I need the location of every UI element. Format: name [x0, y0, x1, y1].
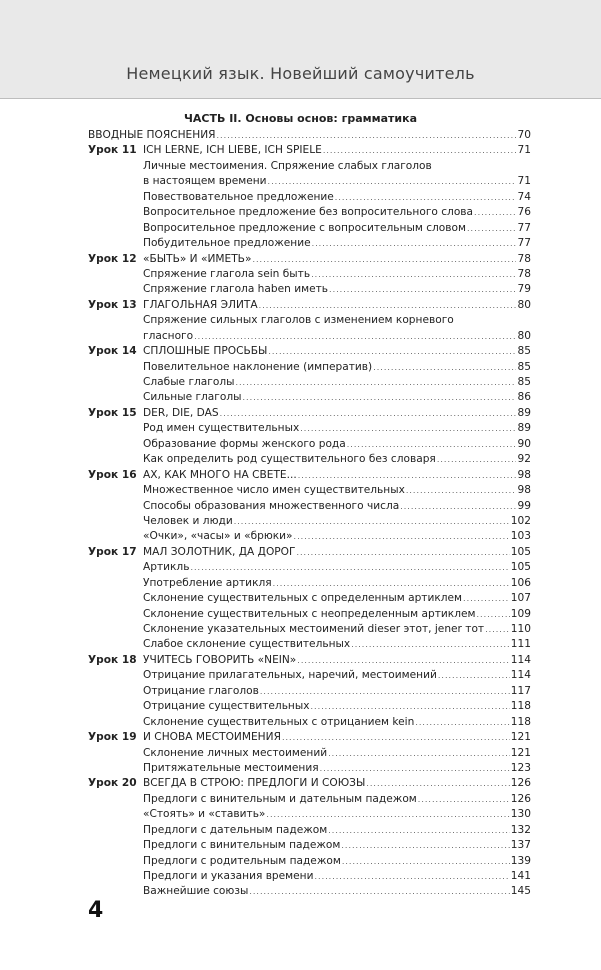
toc-page-number: 132 [510, 823, 531, 836]
toc-entry-title: Человек и люди [143, 514, 233, 527]
toc-row [88, 668, 531, 683]
toc-page-number: 118 [510, 700, 531, 713]
toc-page-number: 98 [517, 484, 531, 497]
toc-row [88, 653, 531, 668]
toc-row [88, 637, 531, 652]
dot-leader [476, 607, 509, 622]
toc-row [88, 329, 531, 344]
lesson-label: Урок 14 [88, 345, 137, 358]
toc-entry-title: «Стоять» и «ставить» [143, 808, 266, 821]
toc-entry-title: АХ, КАК МНОГО НА СВЕТЕ... [143, 468, 297, 481]
toc-page-number: 70 [517, 129, 531, 141]
toc-page-number: 106 [510, 576, 531, 589]
dot-leader [347, 437, 516, 452]
toc-entry-title: Слабые глаголы [143, 376, 235, 388]
dot-leader [315, 869, 510, 884]
toc-page-number: 139 [510, 854, 531, 867]
toc-entry-title: Предлоги и указания времени [143, 870, 314, 882]
toc-entry-title: Способы образования множественного числа [143, 499, 400, 512]
dot-leader [335, 190, 516, 205]
toc-page-number: 102 [510, 514, 531, 527]
toc-row [88, 174, 531, 189]
toc-entry-title: ВСЕГДА В СТРОЮ: ПРЕДЛОГИ И СОЮЗЫ [143, 777, 366, 790]
toc-row [88, 282, 531, 297]
toc-row [88, 776, 531, 791]
toc-page-number: 89 [517, 422, 531, 435]
toc-entry-title: Склонение личных местоимений [143, 746, 328, 759]
dot-leader [259, 298, 516, 313]
toc-row [88, 792, 531, 807]
toc-entry-title: Спряжение глагола sein быть [143, 267, 311, 280]
toc-entry-title: Важнейшие союзы [143, 885, 249, 898]
toc-row [88, 576, 531, 591]
toc-page-number: 77 [517, 221, 531, 234]
toc-row [88, 854, 531, 869]
toc-page-number: 123 [510, 761, 531, 774]
dot-leader [467, 221, 516, 236]
dot-leader [418, 792, 510, 807]
toc-entry-title: И СНОВА МЕСТОИМЕНИЯ [143, 731, 281, 744]
toc-entry-title: ГЛАГОЛЬНАЯ ЭЛИТА [143, 298, 258, 311]
book-title: Немецкий язык. Новейший самоучитель [126, 64, 475, 83]
toc-entry-title: в настоящем времени [143, 175, 267, 188]
toc-entry-title: Отрицание глаголов [143, 684, 259, 697]
page-number: 4 [88, 898, 104, 923]
toc-entry-title: Склонение указательных местоимений dieser этот, jener тот [143, 623, 485, 635]
toc-row [88, 421, 531, 436]
toc-page-number: 90 [517, 437, 531, 450]
toc-row [88, 159, 531, 174]
dot-leader [323, 143, 516, 158]
toc-row [88, 360, 531, 375]
toc-entry-title: УЧИТЕСЬ ГОВОРИТЬ «NEIN» [143, 653, 297, 666]
toc-row [88, 267, 531, 282]
dot-leader [373, 360, 516, 375]
toc-entry-title: Спряжение сильных глаголов с изменением корневого [143, 314, 454, 327]
dot-leader [260, 684, 510, 699]
toc-row [88, 390, 531, 405]
dot-leader [234, 514, 510, 529]
toc-page-number: 118 [510, 715, 531, 728]
toc-row [88, 699, 531, 714]
toc-page-number: 105 [510, 545, 531, 558]
dot-leader [268, 174, 516, 189]
dot-leader [311, 699, 510, 714]
toc-page-number: 98 [517, 468, 531, 481]
toc-row [88, 375, 531, 390]
dot-leader [296, 545, 509, 560]
toc-entry-title: Личные местоимения. Спряжение слабых глаголов [143, 159, 432, 172]
toc-entry-title: «БЫТЬ» И «ИМЕТЬ» [143, 252, 252, 265]
toc-page-number: 126 [510, 792, 531, 805]
dot-leader [268, 344, 516, 359]
running-header [0, 0, 601, 99]
toc-page-number: 89 [517, 406, 531, 419]
dot-leader [406, 483, 516, 498]
toc-page-number: 117 [510, 684, 531, 697]
toc-entry-title: Вопросительное предложение с вопросительным словом [143, 221, 466, 234]
dot-leader [400, 499, 516, 514]
toc-entry-title: «Очки», «часы» и «брюки» [143, 530, 293, 543]
toc-entry-title: Склонение существительных с отрицанием kein [143, 715, 415, 728]
toc-row [88, 684, 531, 699]
toc-entry-title: Множественное число имен существительных [143, 484, 405, 497]
lesson-label: Урок 15 [88, 406, 137, 419]
dot-leader [252, 252, 516, 267]
toc-page-number: 85 [517, 345, 531, 358]
dot-leader [297, 653, 509, 668]
lesson-label: Урок 11 [88, 144, 137, 157]
toc-page-number: 107 [510, 592, 531, 605]
lesson-label: Урок 16 [88, 468, 137, 481]
toc-row [88, 807, 531, 822]
toc-page-number: 78 [517, 252, 531, 265]
toc-row [88, 406, 531, 421]
toc-entry-title: Побудительное предложение [143, 237, 311, 250]
toc-page-number: 71 [517, 175, 531, 188]
dot-leader [298, 468, 516, 483]
toc-entry-title: Сильные глаголы [143, 391, 242, 404]
toc-entry-title: Род имен существительных [143, 422, 300, 435]
toc-entry-title: Артикль [143, 561, 190, 574]
toc-page-number: 105 [510, 561, 531, 574]
toc-entry-title: Спряжение глагола haben иметь [143, 283, 329, 296]
dot-leader [294, 529, 510, 544]
toc-row [88, 252, 531, 267]
toc-row [88, 529, 531, 544]
toc-row [88, 715, 531, 730]
toc-row [88, 545, 531, 560]
dot-leader [300, 421, 516, 436]
toc-row [88, 452, 531, 467]
toc-page-number: 92 [517, 453, 531, 466]
toc-page-number: 130 [510, 808, 531, 821]
toc-entry-title: Предлоги с родительным падежом [143, 854, 341, 867]
toc-row [88, 838, 531, 853]
dot-leader [242, 390, 516, 405]
lesson-label: Урок 20 [88, 777, 137, 790]
toc-row [88, 143, 531, 158]
dot-leader [351, 637, 510, 652]
toc-row [88, 730, 531, 745]
toc-row [88, 483, 531, 498]
toc-page-number: 126 [510, 777, 531, 790]
dot-leader [266, 807, 509, 822]
dot-leader [329, 282, 516, 297]
dot-leader [220, 406, 516, 421]
toc-row [88, 221, 531, 236]
toc-entry-title: Употребление артикля [143, 576, 272, 589]
dot-leader [282, 730, 510, 745]
toc-entry-title: Повествовательное предложение [143, 190, 334, 203]
toc-page-number: 79 [517, 283, 531, 296]
table-of-contents [88, 128, 531, 900]
toc-row [88, 205, 531, 220]
dot-leader [437, 452, 516, 467]
toc-page-number: 114 [510, 669, 531, 682]
dot-leader [194, 329, 516, 344]
toc-row [88, 499, 531, 514]
toc-row [88, 298, 531, 313]
toc-entry-title: DER, DIE, DAS [143, 406, 219, 419]
toc-entry-title: Отрицание прилагательных, наречий, местоимений [143, 669, 437, 682]
part-title: ЧАСТЬ II. Основы основ: грамматика [184, 112, 417, 125]
toc-row [88, 514, 531, 529]
toc-entry-title: ICH LERNE, ICH LIEBE, ICH SPIELE [143, 144, 322, 157]
lesson-label: Урок 12 [88, 252, 137, 265]
toc-row [88, 437, 531, 452]
toc-entry-title: МАЛ ЗОЛОТНИК, ДА ДОРОГ [143, 545, 296, 558]
dot-leader [366, 776, 509, 791]
toc-page-number: 78 [517, 267, 531, 280]
toc-entry-title: гласного [143, 329, 194, 342]
toc-row [88, 344, 531, 359]
toc-entry-title: Слабое склонение существительных [143, 638, 351, 651]
dot-leader [311, 267, 516, 282]
toc-page-number: 145 [510, 885, 531, 898]
toc-page-number: 85 [517, 376, 531, 388]
toc-page-number: 141 [510, 870, 531, 882]
toc-page-number: 121 [510, 731, 531, 744]
dot-leader [341, 838, 509, 853]
dot-leader [463, 591, 510, 606]
toc-entry-title: Притяжательные местоимения [143, 761, 319, 774]
toc-row [88, 468, 531, 483]
dot-leader [438, 668, 510, 683]
toc-page-number: 74 [517, 190, 531, 203]
toc-page-number: 80 [517, 329, 531, 342]
dot-leader [342, 854, 510, 869]
toc-row [88, 884, 531, 899]
toc-page-number: 121 [510, 746, 531, 759]
toc-page-number: 109 [510, 607, 531, 620]
toc-entry-title: Предлоги с винительным падежом [143, 839, 341, 852]
toc-page-number: 85 [517, 360, 531, 373]
dot-leader [190, 560, 509, 575]
toc-page-number: 114 [510, 653, 531, 666]
lesson-label: Урок 19 [88, 731, 137, 744]
toc-entry-title: Склонение существительных с определенным артиклем [143, 592, 463, 605]
toc-entry-title: Отрицание существительных [143, 700, 310, 713]
dot-leader [415, 715, 509, 730]
toc-entry-title: Предлоги с дательным падежом [143, 823, 328, 836]
lesson-label: Урок 17 [88, 545, 137, 558]
dot-leader [328, 823, 510, 838]
lesson-label: Урок 13 [88, 298, 137, 311]
toc-row [88, 560, 531, 575]
dot-leader [328, 746, 510, 761]
dot-leader [217, 128, 517, 143]
toc-page-number: 110 [510, 623, 531, 635]
dot-leader [320, 761, 510, 776]
toc-entry-title: Как определить род существительного без словаря [143, 453, 436, 466]
toc-entry-title: Образование формы женского рода [143, 437, 346, 450]
toc-row [88, 622, 531, 637]
toc-page-number: 99 [517, 499, 531, 512]
toc-page-number: 80 [517, 298, 531, 311]
toc-page-number: 76 [517, 206, 531, 219]
toc-entry-title: СПЛОШНЫЕ ПРОСЬБЫ [143, 345, 268, 358]
toc-row [88, 128, 531, 143]
toc-entry-title: Вопросительное предложение без вопросительного слова [143, 206, 474, 219]
toc-entry-title: Склонение существительных с неопределенным артиклем [143, 607, 476, 620]
toc-page-number: 111 [510, 638, 531, 651]
dot-leader [485, 622, 510, 637]
toc-entry-title: ВВОДНЫЕ ПОЯСНЕНИЯ [88, 129, 216, 141]
toc-page-number: 137 [510, 839, 531, 852]
toc-page-number: 103 [510, 530, 531, 543]
toc-row [88, 746, 531, 761]
toc-entry-title: Предлоги с винительным и дательным падежом [143, 792, 417, 805]
dot-leader [312, 236, 516, 251]
toc-page-number: 71 [517, 144, 531, 157]
dot-leader [273, 576, 510, 591]
toc-row [88, 761, 531, 776]
dot-leader [235, 375, 516, 390]
toc-row [88, 591, 531, 606]
dot-leader [474, 205, 516, 220]
toc-row [88, 607, 531, 622]
toc-row [88, 190, 531, 205]
lesson-label: Урок 18 [88, 653, 137, 666]
toc-row [88, 823, 531, 838]
toc-page-number: 86 [517, 391, 531, 404]
toc-row [88, 869, 531, 884]
toc-row [88, 313, 531, 328]
dot-leader [249, 884, 509, 899]
toc-entry-title: Повелительное наклонение (императив) [143, 360, 373, 373]
toc-page-number: 77 [517, 237, 531, 250]
toc-row [88, 236, 531, 251]
